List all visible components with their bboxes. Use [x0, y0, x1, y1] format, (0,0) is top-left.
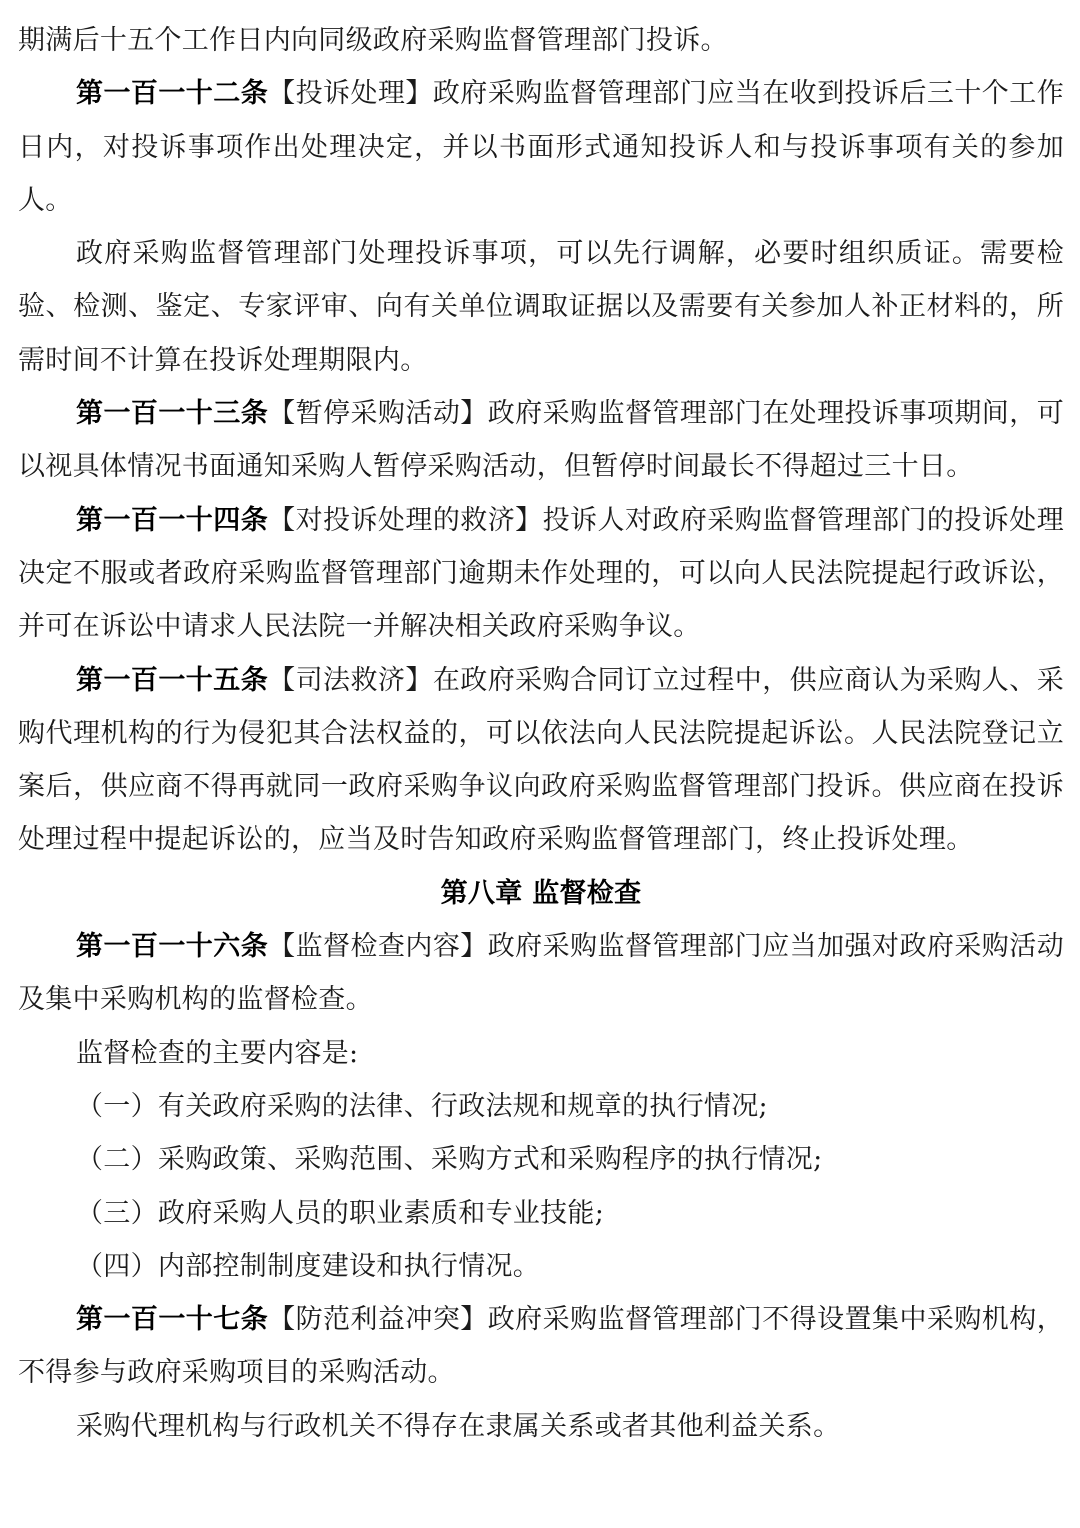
article-117-paragraph-2: 采购代理机构与行政机关不得存在隶属关系或者其他利益关系。 [76, 1410, 841, 1442]
article-113 [18, 387, 1064, 494]
article-116 [18, 920, 1064, 1027]
article-112-paragraph-2: 政府采购监督管理部门处理投诉事项，可以先行调解，必要时组织质证。需要检验、检测、鉴定、专家评审、向有关单位调取证据以及需要有关参加人补正材料的，所需时间不计算在投诉处理期限内。 [18, 238, 1064, 376]
article-115-text: 【司法救济】在政府采购合同订立过程中，供应商认为采购人、采购代理机构的行为侵犯其合法权益的，可以依法向人民法院提起诉讼。人民法院登记立案后，供应商不得再就同一政府采购争议向政府采购监督管理部门投诉。供应商在投诉处理过程中提起诉讼的，应当及时告知政府采购监督管理部门，终止投诉处理。 [18, 664, 1064, 856]
article-113-text: 【暂停采购活动】政府采购监督管理部门在处理投诉事项期间，可以视具体情况书面通知采购人暂停采购活动，但暂停时间最长不得超过三十日。 [18, 398, 1064, 483]
article-116-number: 第一百一十六条 [76, 931, 269, 963]
list-item: （四）内部控制制度建设和执行情况。 [76, 1250, 541, 1282]
document-page [18, 14, 1064, 1453]
list-item: （三）政府采购人员的职业素质和专业技能; [76, 1197, 605, 1229]
list-item: （一）有关政府采购的法律、行政法规和规章的执行情况; [76, 1090, 768, 1122]
paragraph-continuation: 期满后十五个工作日内向同级政府采购监督管理部门投诉。 [18, 25, 728, 56]
article-113-number: 第一百一十三条 [76, 398, 269, 430]
article-114-number: 第一百一十四条 [76, 504, 269, 536]
article-112 [18, 67, 1064, 227]
article-114 [18, 494, 1064, 654]
article-117-text: 【防范利益冲突】政府采购监督管理部门不得设置集中采购机构，不得参与政府采购项目的采购活动。 [18, 1304, 1064, 1389]
article-116-paragraph-2: 监督检查的主要内容是: [76, 1037, 359, 1069]
article-117 [18, 1293, 1064, 1400]
article-116-text: 【监督检查内容】政府采购监督管理部门应当加强对政府采购活动及集中采购机构的监督检查。 [18, 931, 1064, 1016]
article-112-number: 第一百一十二条 [76, 78, 269, 110]
article-115-number: 第一百一十五条 [76, 664, 269, 696]
article-115 [18, 654, 1064, 867]
list-item: （二）采购政策、采购范围、采购方式和采购程序的执行情况; [76, 1144, 823, 1176]
article-112-text: 【投诉处理】政府采购监督管理部门应当在收到投诉后三十个工作日内，对投诉事项作出处理决定，并以书面形式通知投诉人和与投诉事项有关的参加人。 [18, 78, 1064, 216]
article-117-number: 第一百一十七条 [76, 1304, 269, 1336]
chapter-heading: 第八章 监督检查 [440, 877, 642, 909]
article-114-text: 【对投诉处理的救济】投诉人对政府采购监督管理部门的投诉处理决定不服或者政府采购监督管理部门逾期未作处理的，可以向人民法院提起行政诉讼，并可在诉讼中请求人民法院一并解决相关政府采购争议。 [18, 504, 1064, 643]
